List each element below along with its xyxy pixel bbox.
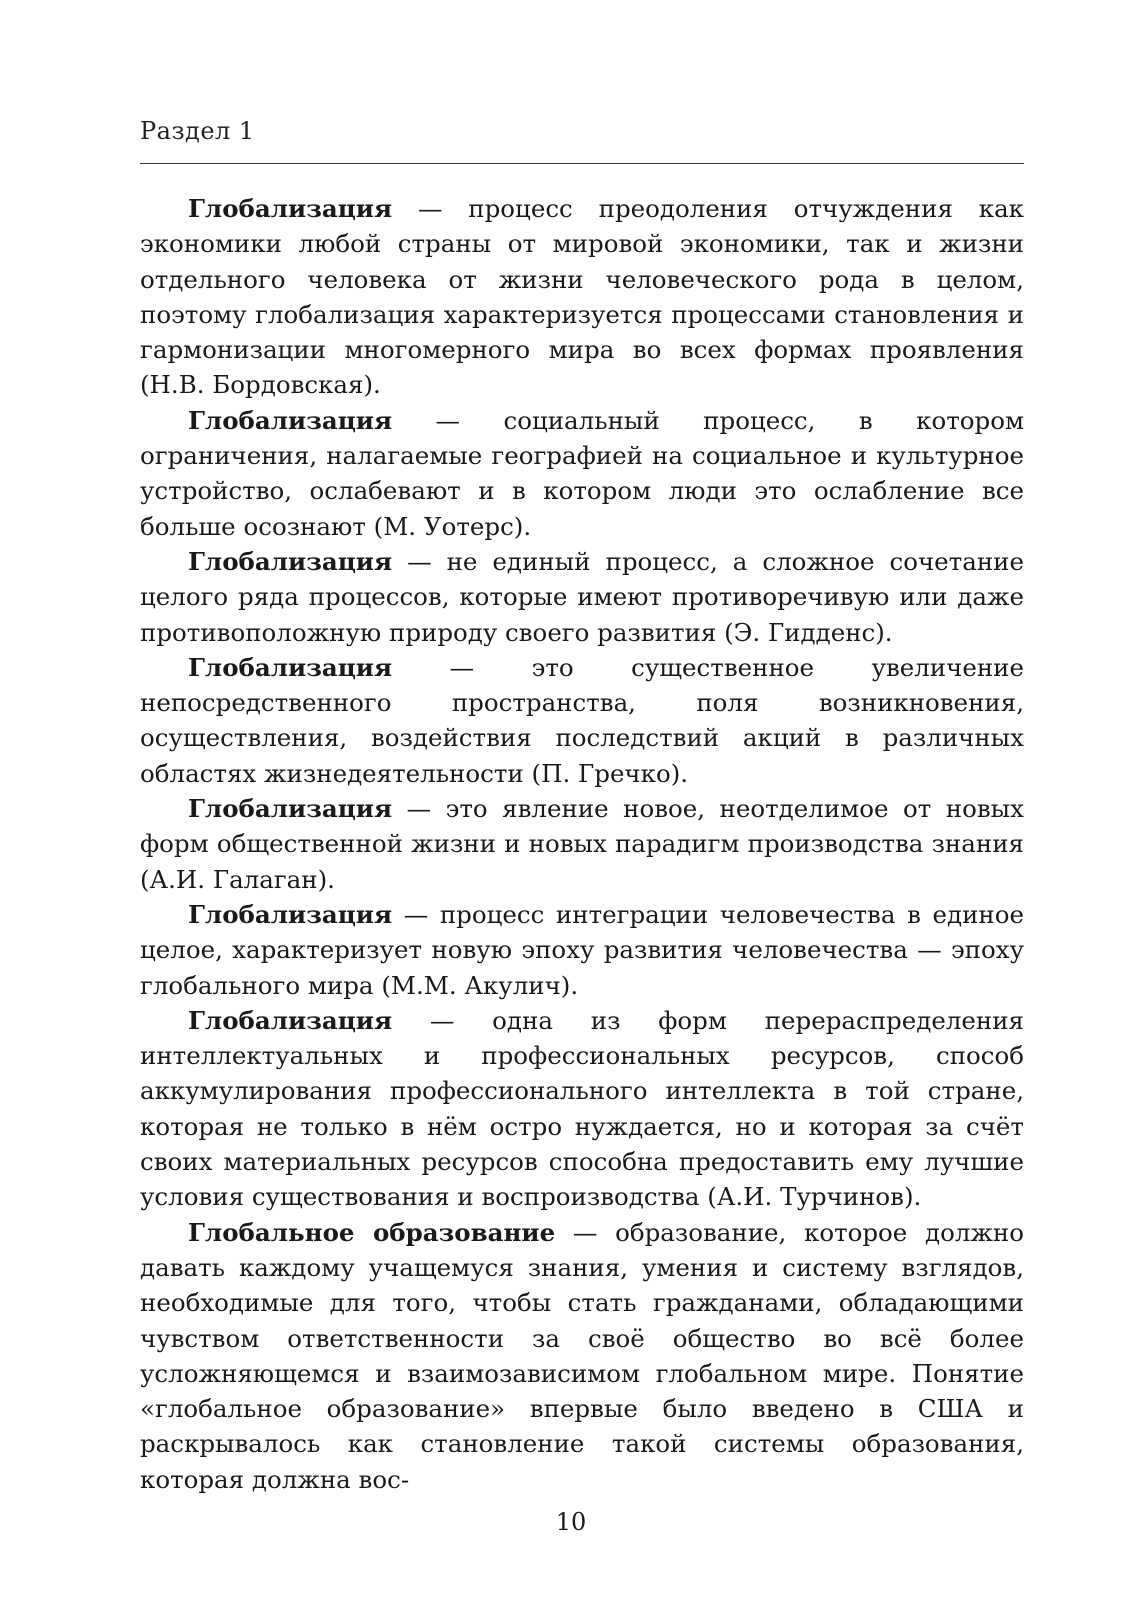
definition-text: — одна из форм перераспределения интеллектуальных и профессиональных ресурсов, способ аккумулирования профессионального интеллекта в той стране, которая не только в нём остро нуждается, но и которая за счёт своих материальных ресурсов способна предоставить ему лучшие условия существования и воспроизводства (А.И. Турчинов). [140,1005,1024,1212]
definition-term: Глобализация [188,899,393,929]
definition-paragraph [140,1215,1024,1497]
definition-term: Глобализация [188,1005,393,1035]
page-number: 10 [555,1508,587,1536]
definition-paragraph [140,1003,1024,1215]
definition-text: — социальный процесс, в котором ограничения, налагаемые географией на социальное и культурное устройство, ослабевают и в котором люди это ослабление все больше осознают (М. Уотерс). [140,405,1024,541]
running-head: Раздел 1 [140,117,255,145]
definition-term: Глобализация [188,546,393,576]
definition-paragraph [140,403,1024,544]
definition-paragraph [140,191,1024,403]
definition-term: Глобальное образование [188,1217,556,1247]
definition-text: — процесс преодоления отчуждения как экономики любой страны от мировой экономики, так и жизни отдельного человека от жизни человеческого рода в целом, поэтому глобализация характеризуется процессами становления и гармонизации многомерного мира во всех формах проявления (Н.В. Бордовская). [140,194,1024,400]
definition-text: — процесс интеграции человечества в единое целое, характеризует новую эпоху развития человечества — эпоху глобального мира (М.М. Акулич). [140,899,1024,1000]
definition-paragraph [140,544,1024,650]
header-rule [140,163,1024,164]
main-text [140,191,1024,1497]
definition-paragraph [140,791,1024,897]
definition-term: Глобализация [188,794,393,824]
definition-text: — не единый процесс, а сложное сочетание целого ряда процессов, которые имеют противоречивую или даже противоположную природу своего развития (Э. Гидденс). [140,546,1024,647]
definition-term: Глобализация [188,405,393,435]
definition-term: Глобализация [188,194,393,223]
definition-text: — это существенное увеличение непосредственного пространства, поля возникновения, осуществления, воздействия последствий акций в различных областях жизнедеятельности (П. Гречко). [140,652,1024,788]
definition-term: Глобализация [188,652,393,682]
definition-paragraph [140,650,1024,791]
definition-paragraph [140,897,1024,1003]
definition-text: — это явление новое, неотделимое от новых форм общественной жизни и новых парадигм производства знания (А.И. Галаган). [140,794,1024,894]
definition-text: — образование, которое должно давать каждому учащемуся знания, умения и систему взглядов, необходимые для того, чтобы стать гражданами, обладающими чувством ответственности за своё общество во всё более усложняющемся и взаимозависимом глобальном мире. Понятие «глобальное образование» впервые было введено в США и раскрывалось как становление такой системы образования, которая должна вос- [140,1217,1025,1494]
